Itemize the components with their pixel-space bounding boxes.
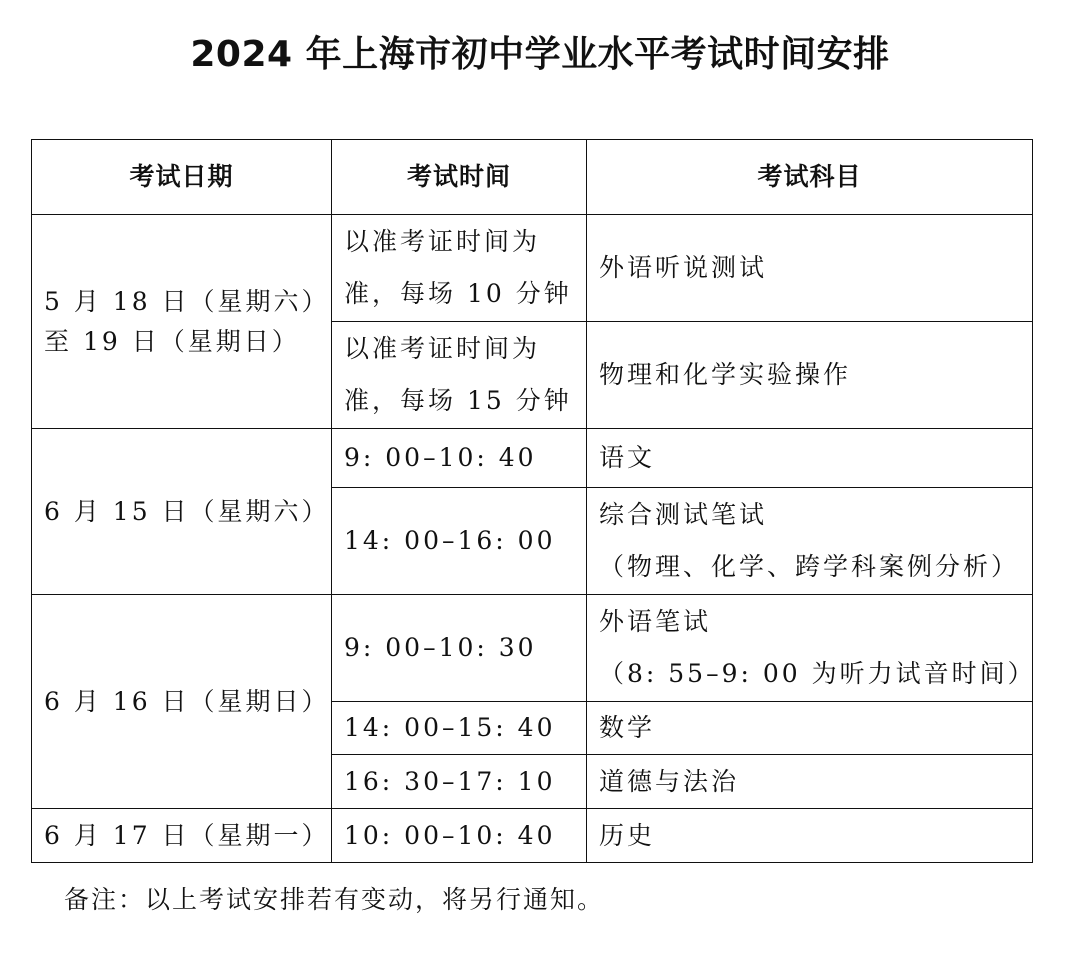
exam-subject-line: （8: 55–9: 00 为听力试音时间）: [599, 659, 1036, 688]
table-header-row: [32, 140, 1033, 215]
exam-subject-line: 语文: [599, 443, 656, 472]
exam-date-cell: [32, 595, 332, 809]
exam-date-cell: [32, 809, 332, 863]
exam-subject-line: 历史: [599, 820, 656, 850]
exam-time-line: 以准考证时间为: [344, 227, 541, 256]
exam-time-cell: [332, 322, 587, 429]
table-row: [32, 215, 1033, 322]
exam-time-cell: [332, 215, 587, 322]
table-row: [32, 809, 1033, 863]
exam-time-line: 14: 00–16: 00: [344, 526, 556, 555]
exam-subject-cell: [587, 702, 1033, 755]
header-exam-subject: 考试科目: [587, 140, 1033, 215]
exam-time-line: 准，每场 15 分钟: [344, 386, 572, 415]
exam-date-line: 5 月 18 日（星期六）: [44, 286, 330, 316]
exam-schedule-table: [31, 139, 1036, 863]
exam-subject-cell: [587, 595, 1036, 702]
exam-subject-cell: [587, 809, 1033, 863]
exam-time-line: 以准考证时间为: [344, 334, 541, 363]
exam-time-line: 准，每场 10 分钟: [344, 279, 572, 308]
exam-date-cell: [32, 215, 332, 429]
exam-time-cell: [332, 702, 587, 755]
exam-date-line: 6 月 17 日（星期一）: [44, 820, 330, 850]
remark-note: 备注：以上考试安排若有变动，将另行通知。: [64, 885, 605, 914]
page-title: 2024 年上海市初中学业水平考试时间安排: [190, 34, 890, 75]
header-exam-date: 考试日期: [32, 140, 332, 215]
exam-date-line: 至 19 日（星期日）: [44, 326, 300, 356]
table-row: [32, 595, 1033, 702]
exam-time-cell: [332, 595, 587, 702]
exam-subject-cell: [587, 322, 1033, 429]
exam-time-cell: [332, 755, 587, 809]
exam-subject-cell: [587, 429, 1033, 488]
exam-date-line: 6 月 15 日（星期六）: [44, 496, 330, 526]
exam-time-line: 16: 30–17: 10: [344, 766, 556, 796]
exam-date-line: 6 月 16 日（星期日）: [44, 686, 330, 716]
exam-time-line: 14: 00–15: 40: [344, 713, 556, 742]
exam-subject-line: 外语笔试: [599, 607, 712, 636]
exam-date-cell: [32, 429, 332, 595]
header-exam-time: 考试时间: [332, 140, 587, 215]
exam-subject-cell: [587, 755, 1033, 809]
exam-subject-line: 综合测试笔试: [599, 500, 768, 529]
exam-subject-line: 外语听说测试: [599, 253, 768, 282]
exam-subject-line: 物理和化学实验操作: [599, 360, 852, 389]
exam-subject-cell: [587, 488, 1033, 595]
exam-time-cell: [332, 809, 587, 863]
table-row: [32, 429, 1033, 488]
exam-subject-line: （物理、化学、跨学科案例分析）: [599, 552, 1020, 581]
exam-subject-line: 数学: [599, 713, 656, 742]
exam-time-line: 9: 00–10: 30: [344, 633, 537, 662]
exam-time-cell: [332, 429, 587, 488]
exam-time-line: 9: 00–10: 40: [344, 443, 537, 472]
exam-time-cell: [332, 488, 587, 595]
exam-time-line: 10: 00–10: 40: [344, 820, 556, 850]
exam-subject-cell: [587, 215, 1033, 322]
exam-subject-line: 道德与法治: [599, 766, 740, 796]
